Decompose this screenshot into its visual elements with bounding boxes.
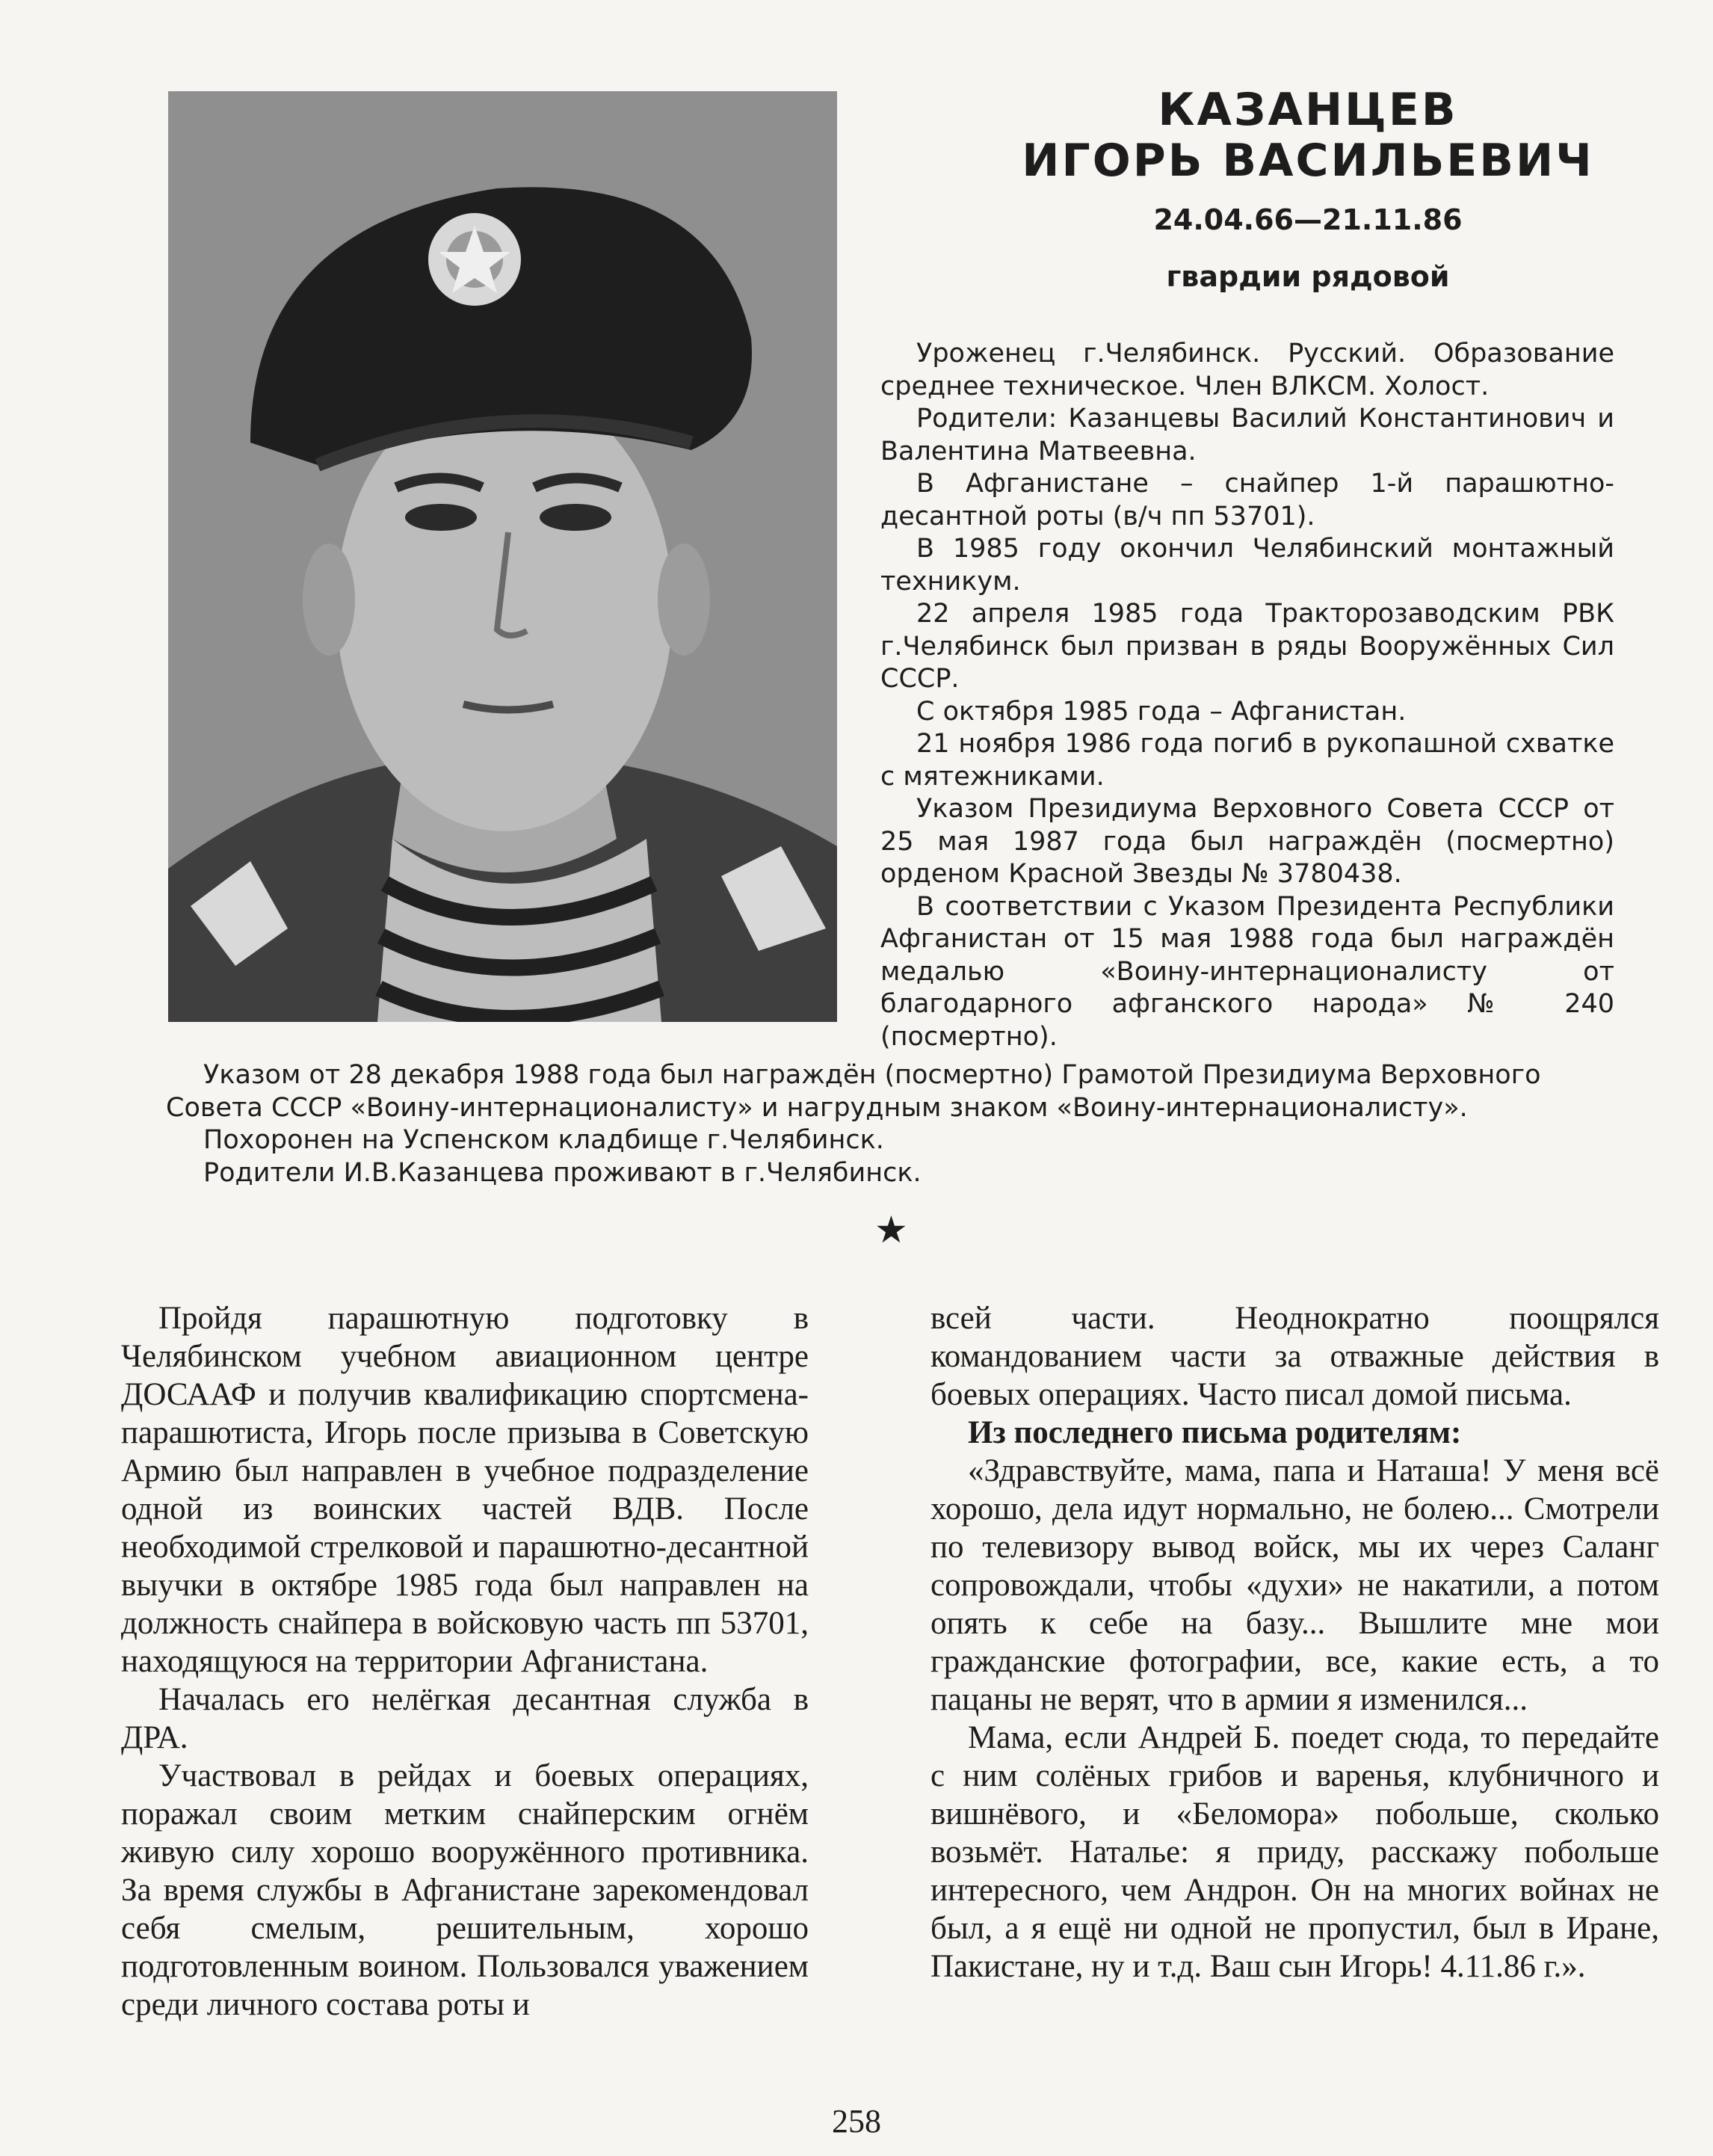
bio-paragraph: 21 ноября 1986 года погиб в рукопашной схватке с мятежниками. [880, 729, 1614, 792]
portrait-photo [168, 91, 837, 1022]
star-separator: ★ [874, 1208, 908, 1251]
person-given-names: ИГОРЬ ВАСИЛЬЕВИЧ [1022, 135, 1594, 187]
bio-paragraph: 22 апреля 1985 года Тракторозаводским РВК г.Челябинск был призван в ряды Вооружённых Сил СССР. [880, 599, 1614, 694]
bio-paragraph: Указом от 28 декабря 1988 года был награждён (посмертно) Грамотой Президиума Верховного Совета СССР «Воину-интернационалисту» и нагрудным знаком «Воину-интернационалисту». [166, 1060, 1541, 1123]
biography-text [880, 338, 1614, 1053]
letter-heading: Из последнего письма родителям: [968, 1415, 1462, 1450]
person-surname: КАЗАНЦЕВ [1158, 84, 1458, 136]
story-left-column [121, 1299, 809, 2024]
bio-paragraph: В 1985 году окончил Челябинский монтажный техникум. [880, 534, 1614, 597]
page-number: 258 [832, 2103, 881, 2140]
military-rank: гвардии рядовой [1166, 260, 1450, 293]
life-dates: 24.04.66—21.11.86 [1153, 203, 1463, 236]
biography-text-wide [166, 1059, 1614, 1189]
bio-paragraph: В Афганистане – снайпер 1-й парашютно-десантной роты (в/ч пп 53701). [880, 469, 1614, 532]
story-paragraph: Пройдя парашютную подготовку в Челябинском учебном авиационном центре ДОСААФ и получив квалификацию спортсмена-парашютиста, Игорь после призыва в Советскую Армию был направлен в учебное подразделение одной из воинских частей ВДВ. После необходимой стрелковой и парашютно-десантной выучки в октябре 1985 года был направлен на должность снайпера в войсковую часть пп 53701, находящуюся на территории Афганистана. [121, 1301, 809, 1679]
bio-paragraph: Похоронен на Успенском кладбище г.Челябинск. [203, 1125, 884, 1155]
bio-paragraph: С октября 1985 года – Афганистан. [916, 696, 1407, 727]
bio-paragraph: Уроженец г.Челябинск. Русский. Образование среднее техническое. Член ВЛКСМ. Холост. [880, 339, 1614, 401]
letter-paragraph: Мама, если Андрей Б. поедет сюда, то передайте с ним солёных грибов и варенья, клубничного и вишнёвого, и «Беломора» побольше, сколько возьмёт. Наталье: я приду, расскажу побольше интересного, чем Андрон. Он на многих войнах не был, а я ещё ни одной не пропустил, был в Иране, Пакистане, ну и т.д. Ваш сын Игорь! 4.11.86 г.». [930, 1720, 1659, 1984]
bio-paragraph: В соответствии с Указом Президента Республики Афганистан от 15 мая 1988 года был награждён медалью «Воину-интернационалисту от благодарного афганского народа» № 240 (посмертно). [880, 891, 1614, 1052]
letter-paragraph: «Здравствуйте, мама, папа и Наташа! У меня всё хорошо, дела идут нормально, не болею... Смотрели по телевизору вывод войск, мы их через Саланг сопровождали, чтобы «духи» не накатили, а потом опять к себе на базу... Вышлите мне мои гражданские фотографии, все, какие есть, а то пацаны не верят, что в армии я изменился... [930, 1453, 1659, 1717]
bio-paragraph: Родители И.В.Казанцева проживают в г.Челябинск. [203, 1157, 922, 1188]
bio-paragraph: Указом Президиума Верховного Совета СССР от 25 мая 1987 года был награждён (посмертно) орденом Красной Звезды № 3780438. [880, 794, 1614, 889]
bio-paragraph: Родители: Казанцевы Василий Константинович и Валентина Матвеевна. [880, 404, 1614, 466]
story-paragraph: всей части. Неоднократно поощрялся командованием части за отважные действия в боевых операциях. Часто писал домой письма. [930, 1301, 1659, 1412]
story-paragraph: Участвовал в рейдах и боевых операциях, поражал своим метким снайперским огнём живую силу хорошо вооружённого противника. За время службы в Афганистане зарекомендовал себя смелым, решительным, хорошо подготовленным воином. Пользовался уважением среди личного состава роты и [121, 1758, 809, 2022]
story-paragraph: Началась его нелёгкая десантная служба в ДРА. [121, 1682, 809, 1755]
portrait-illustration [168, 91, 837, 1022]
story-right-column [930, 1299, 1659, 1986]
